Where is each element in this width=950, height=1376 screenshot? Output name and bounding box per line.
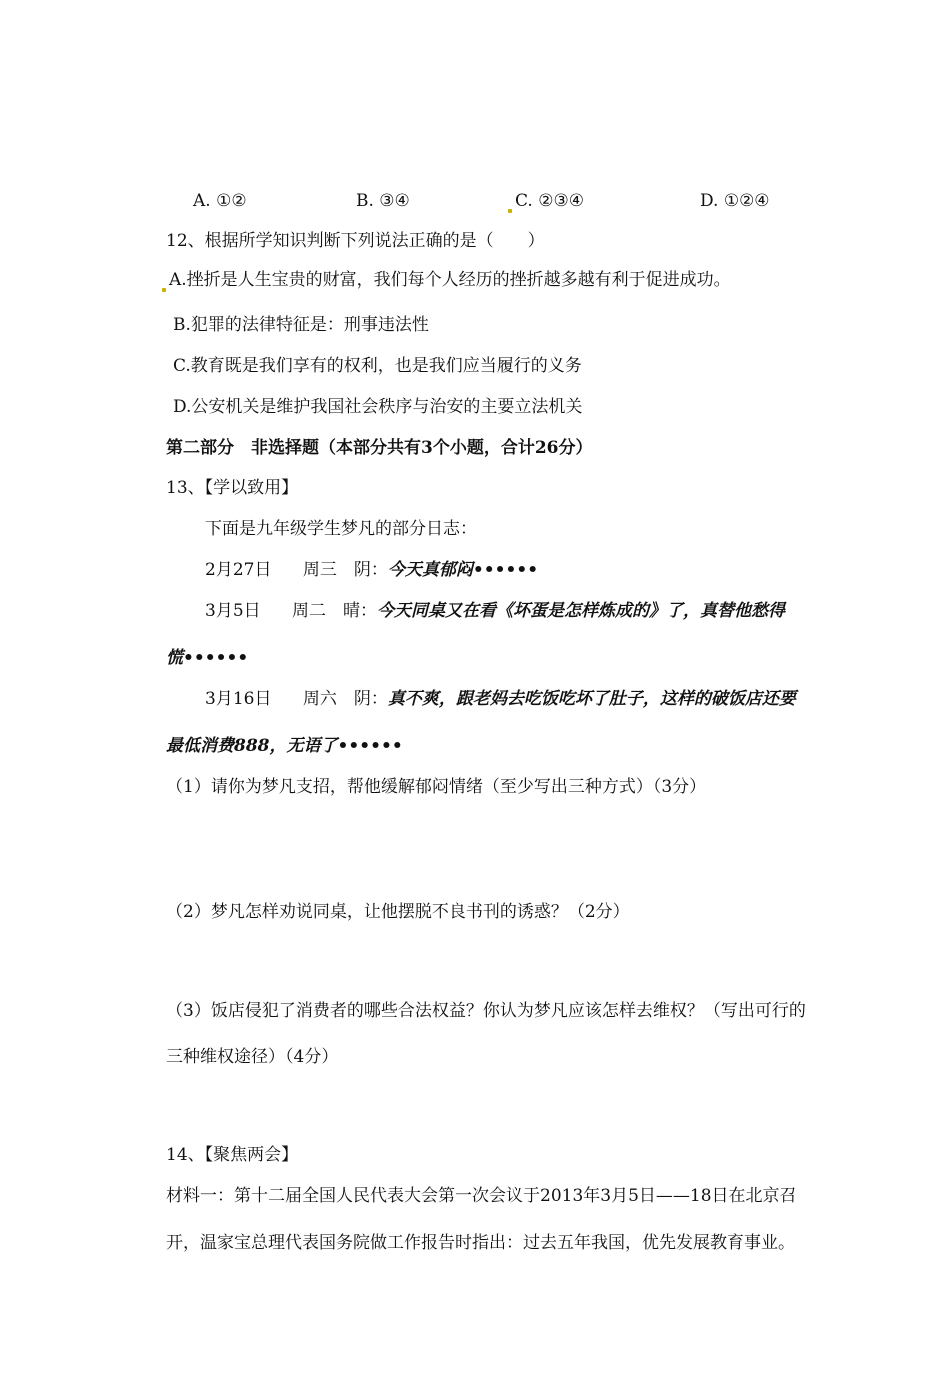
q11-option-c: C. ②③④ (508, 189, 584, 213)
q11-option-b: B. ③④ (356, 191, 410, 211)
diary-entry-1: 2月27日 周三 阴：今天真郁闷•••••• (205, 560, 539, 580)
diary-entry-3-cont: 最低消费888，无语了•••••• (166, 736, 403, 756)
diary-entry-2-cont: 慌•••••• (166, 648, 249, 668)
q14-title: 14、【聚焦两会】 (166, 1145, 299, 1165)
q14-material-line1: 材料一：第十二届全国人民代表大会第一次会议于2013年3月5日——18日在北京召 (166, 1186, 797, 1206)
q14-material-line2: 开，温家宝总理代表国务院做工作报告时指出：过去五年我国，优先发展教育事业。 (166, 1233, 795, 1253)
q12-stem: 12、根据所学知识判断下列说法正确的是（ ） (166, 231, 545, 251)
q13-sub2: （2）梦凡怎样劝说同桌，让他摆脱不良书刊的诱惑？（2分） (166, 902, 630, 922)
marker-icon (162, 288, 166, 292)
q13-intro: 下面是九年级学生梦凡的部分日志： (205, 519, 477, 539)
q13-sub3-line1: （3）饭店侵犯了消费者的哪些合法权益？你认为梦凡应该怎样去维权？（写出可行的 (166, 1001, 806, 1021)
part2-heading: 第二部分 非选择题（本部分共有3个小题，合计26分） (166, 438, 593, 458)
q12-option-c: C.教育既是我们享有的权利，也是我们应当履行的义务 (173, 356, 582, 376)
marker-icon (508, 209, 512, 213)
q13-sub1: （1）请你为梦凡支招，帮他缓解郁闷情绪（至少写出三种方式）（3分） (166, 777, 707, 797)
q13-sub3-line2: 三种维权途径）（4分） (166, 1047, 339, 1067)
q12-option-d: D.公安机关是维护我国社会秩序与治安的主要立法机关 (173, 397, 583, 417)
q11-option-a: A. ①② (193, 191, 247, 211)
q11-option-d: D. ①②④ (700, 191, 770, 211)
diary-entry-2: 3月5日 周二 晴：今天同桌又在看《坏蛋是怎样炼成的》了，真替他愁得 (205, 601, 786, 621)
q12-option-b: B.犯罪的法律特征是：刑事违法性 (173, 315, 429, 335)
q13-title: 13、【学以致用】 (166, 478, 299, 498)
diary-entry-3: 3月16日 周六 阴：真不爽，跟老妈去吃饭吃坏了肚子，这样的破饭店还要 (205, 689, 796, 709)
q12-option-a: A.挫折是人生宝贵的财富，我们每个人经历的挫折越多越有利于促进成功。 (162, 268, 731, 292)
